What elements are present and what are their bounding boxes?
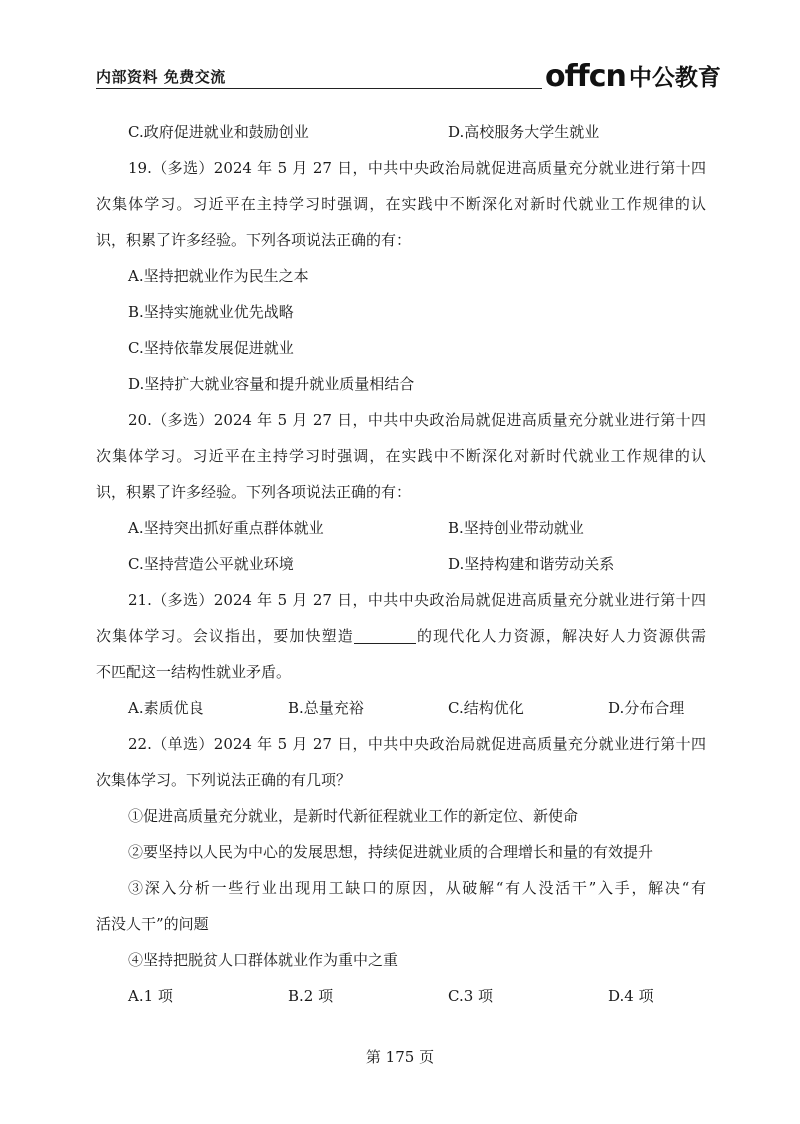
q19-stem-line-3: 识，积累了许多经验。下列各项说法正确的有： [96, 231, 412, 249]
q20-options-row-1 [96, 510, 706, 546]
q22-option-c: C.3 项 [448, 987, 494, 1005]
q21-stem-line-2 [96, 618, 706, 654]
q21-stem-line-1: 21.（多选）2024 年 5 月 27 日，中共中央政治局就促进高质量充分就业进行第十四 [128, 591, 706, 609]
q22-stem-line-2: 次集体学习。下列说法正确的有几项？ [96, 771, 352, 789]
q19-stem-line-2: 次集体学习。习近平在主持学习时强调，在实践中不断深化对新时代就业工作规律的认 [96, 195, 706, 213]
q19-option-c: C.坚持依靠发展促进就业 [128, 339, 294, 357]
q18-options-row [96, 114, 706, 150]
q22-statement-1: ①促进高质量充分就业，是新时代新征程就业工作的新定位、新使命 [128, 807, 579, 825]
q21-options-row [96, 690, 706, 726]
q20-option-b: B.坚持创业带动就业 [448, 519, 584, 537]
header-label: 内部资料 免费交流 [96, 68, 226, 86]
q20-options-row-2 [96, 546, 706, 582]
offcn-logo [545, 58, 721, 92]
q20-option-c: C.坚持营造公平就业环境 [128, 555, 294, 573]
q20-option-d: D.坚持构建和谐劳动关系 [448, 555, 615, 573]
header-rule [96, 88, 542, 89]
page-body [96, 114, 706, 1014]
q19-option-a: A.坚持把就业作为民生之本 [128, 267, 309, 285]
page-number: 第 175 页 [365, 1048, 435, 1066]
q18-option-c: C.政府促进就业和鼓励创业 [128, 123, 309, 141]
q22-option-a: A.1 项 [128, 987, 173, 1005]
q22-statement-3-line-1: ③深入分析一些行业出现用工缺口的原因，从破解“有人没活干”入手，解决“有 [128, 879, 706, 897]
q22-option-d: D.4 项 [608, 987, 654, 1005]
q22-option-b: B.2 项 [288, 987, 334, 1005]
q21-stem-line-2-pre: 次集体学习。会议指出，要加快塑造 [96, 627, 354, 645]
logo-en-text: offcn [545, 59, 626, 94]
q19-option-b: B.坚持实施就业优先战略 [128, 303, 294, 321]
q21-option-b: B.总量充裕 [288, 699, 364, 717]
q21-option-c: C.结构优化 [448, 699, 524, 717]
q22-statement-4: ④坚持把脱贫人口群体就业作为重中之重 [128, 951, 399, 969]
q22-stem-line-1: 22.（单选）2024 年 5 月 27 日，中共中央政治局就促进高质量充分就业进行第十四 [128, 735, 706, 753]
q20-stem-line-2: 次集体学习。习近平在主持学习时强调，在实践中不断深化对新时代就业工作规律的认 [96, 447, 706, 465]
q19-option-d: D.坚持扩大就业容量和提升就业质量相结合 [128, 375, 415, 393]
answer-blank [354, 627, 416, 644]
q20-stem-line-3: 识，积累了许多经验。下列各项说法正确的有： [96, 483, 412, 501]
q21-option-a: A.素质优良 [128, 699, 204, 717]
q18-option-d: D.高校服务大学生就业 [448, 123, 600, 141]
q20-option-a: A.坚持突出抓好重点群体就业 [128, 519, 324, 537]
q21-option-d: D.分布合理 [608, 699, 685, 717]
q21-stem-line-3: 不匹配这一结构性就业矛盾。 [96, 663, 292, 681]
q20-stem-line-1: 20.（多选）2024 年 5 月 27 日，中共中央政治局就促进高质量充分就业进行第十四 [128, 411, 706, 429]
q22-statement-2: ②要坚持以人民为中心的发展思想，持续促进就业质的合理增长和量的有效提升 [128, 843, 654, 861]
q21-stem-line-2-post: 的现代化人力资源，解决好人力资源供需 [415, 627, 706, 645]
q22-options-row [96, 978, 706, 1014]
q22-statement-3-line-2: 活没人干”的问题 [96, 915, 209, 933]
logo-cn-text: 中公教育 [628, 65, 721, 91]
q19-stem-line-1: 19.（多选）2024 年 5 月 27 日，中共中央政治局就促进高质量充分就业进行第十四 [128, 159, 706, 177]
